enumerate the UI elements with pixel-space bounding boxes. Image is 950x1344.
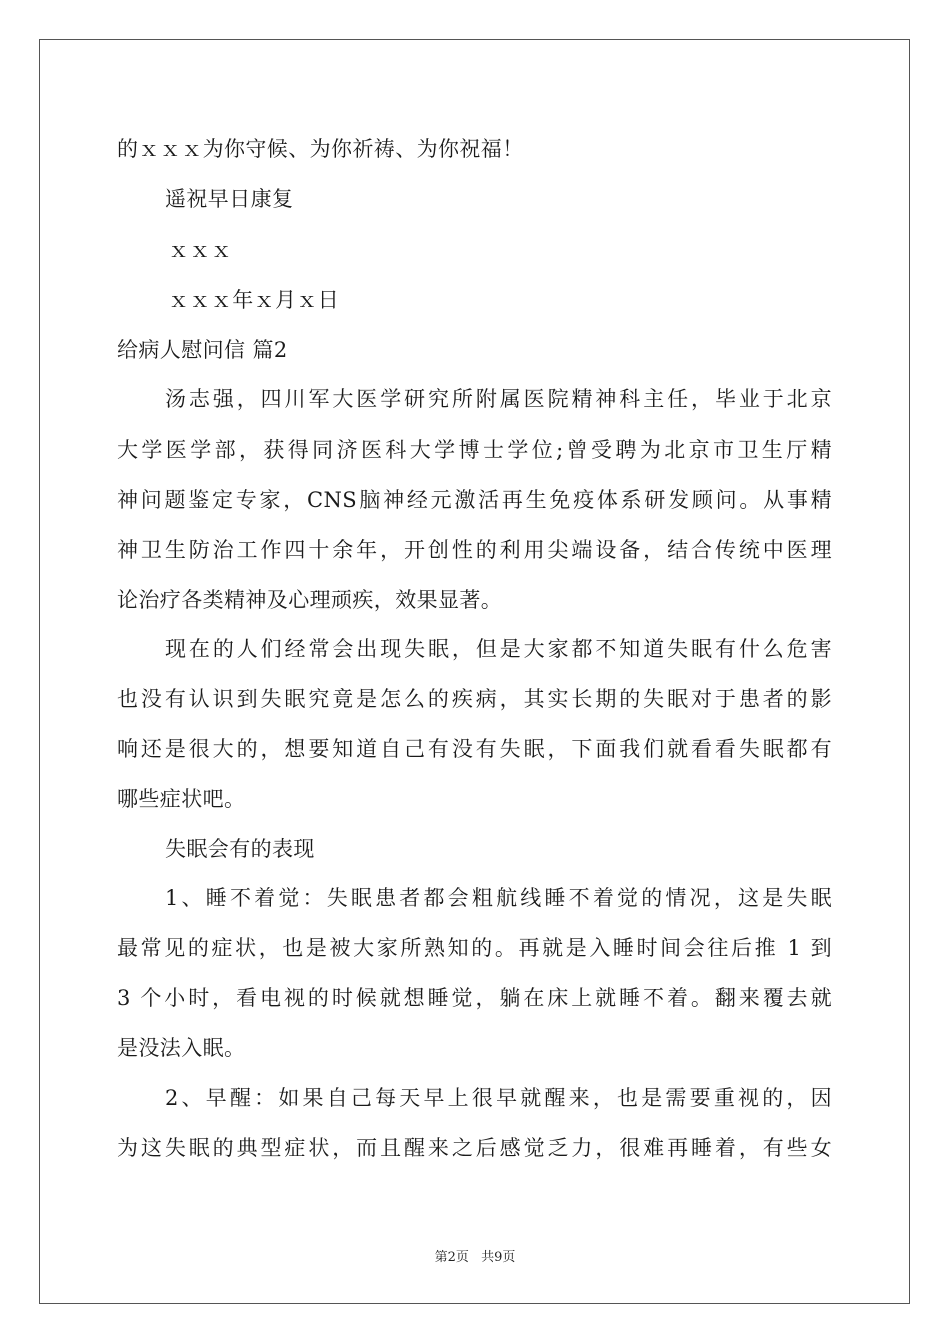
- letter-date: ｘｘｘ年ｘ月ｘ日: [168, 288, 340, 312]
- paragraph-line: 2、早醒：如果自己每天早上很早就醒来，也是需要重视的，因: [165, 1086, 832, 1110]
- letter-wish: 遥祝早日康复: [165, 187, 294, 211]
- paragraph-line: 最常见的症状，也是被大家所熟知的。再就是入睡时间会往后推 1 到: [117, 936, 832, 960]
- section-heading: 给病人慰问信 篇2: [117, 338, 288, 362]
- paragraph-line: 汤志强，四川军大医学研究所附属医院精神科主任，毕业于北京: [165, 387, 832, 411]
- letter-closing-line: 的ｘｘｘ为你守候、为你祈祷、为你祝福！: [117, 137, 524, 161]
- paragraph-line: 为这失眠的典型症状，而且醒来之后感觉乏力，很难再睡着，有些女: [117, 1136, 832, 1160]
- paragraph-line: 1、睡不着觉：失眠患者都会粗航线睡不着觉的情况，这是失眠: [165, 886, 832, 910]
- paragraph-line: 也没有认识到失眠究竟是怎么的疾病，其实长期的失眠对于患者的影: [117, 687, 832, 711]
- page-border: [39, 39, 910, 1304]
- paragraph-line: 论治疗各类精神及心理顽疾，效果显著。: [117, 588, 503, 612]
- paragraph-line: 哪些症状吧。: [117, 787, 246, 811]
- subsection-heading: 失眠会有的表现: [165, 837, 315, 861]
- page-total: 共9页: [481, 1250, 516, 1265]
- letter-signature: ｘｘｘ: [168, 238, 233, 262]
- paragraph-line: 神卫生防治工作四十余年，开创性的利用尖端设备，结合传统中医理: [117, 538, 832, 562]
- paragraph-line: 大学医学部，获得同济医科大学博士学位;曾受聘为北京市卫生厅精: [117, 438, 832, 462]
- paragraph-line: 现在的人们经常会出现失眠，但是大家都不知道失眠有什么危害: [165, 637, 832, 661]
- page-footer: [0, 1246, 950, 1265]
- paragraph-line: 神问题鉴定专家，CNS脑神经元激活再生免疫体系研发顾问。从事精: [117, 488, 832, 512]
- paragraph-line: 响还是很大的，想要知道自己有没有失眠，下面我们就看看失眠都有: [117, 737, 832, 761]
- paragraph-line: 3 个小时，看电视的时候就想睡觉，躺在床上就睡不着。翻来覆去就: [117, 986, 832, 1010]
- page-number: 第2页: [434, 1250, 469, 1265]
- paragraph-line: 是没法入眠。: [117, 1036, 246, 1060]
